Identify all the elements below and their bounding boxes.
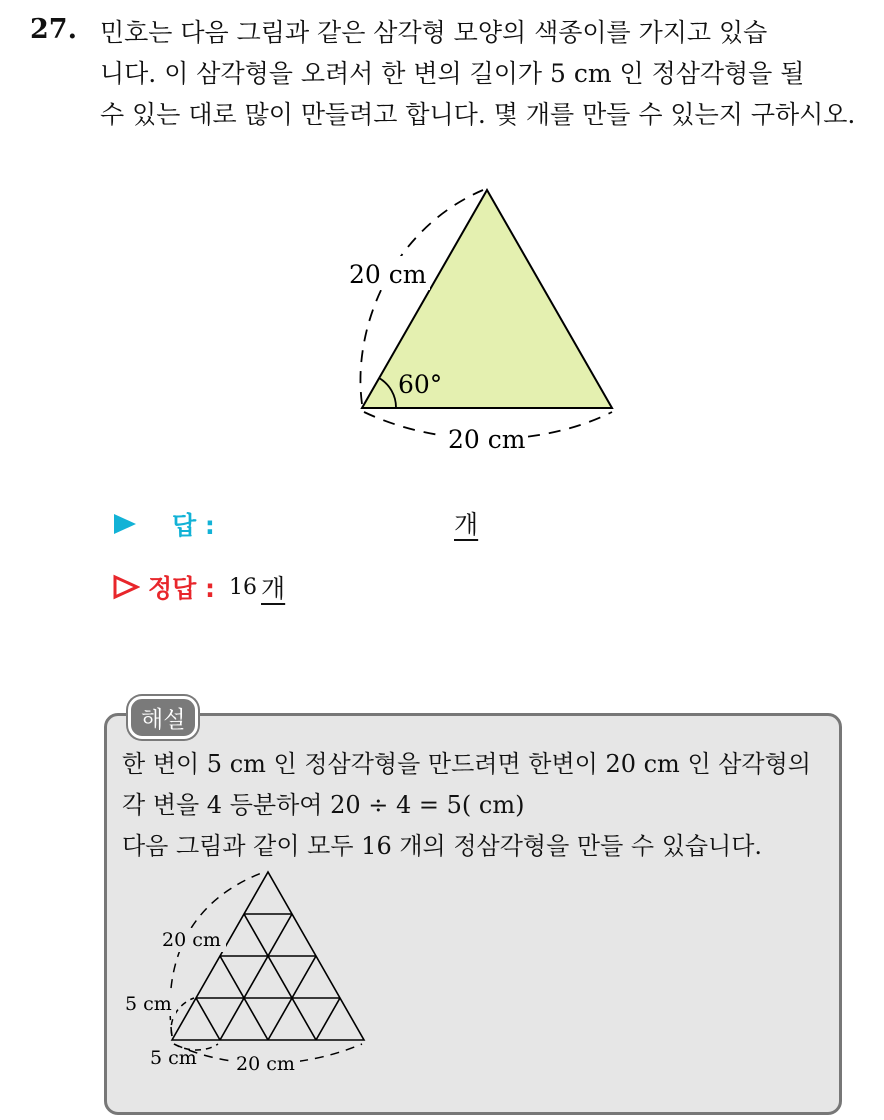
solution-line: 각 변을 4 등분하여 20 ÷ 4 = 5( cm) xyxy=(122,791,525,819)
question-line: 민호는 다음 그림과 같은 삼각형 모양의 색종이를 가지고 있습 xyxy=(100,18,768,47)
answer-row xyxy=(112,506,215,542)
answer-blank[interactable] xyxy=(240,506,450,540)
question-line: 니다. 이 삼각형을 오려서 한 변의 길이가 5 cm 인 정삼각형을 될 xyxy=(100,59,805,88)
answer-unit: 개 xyxy=(454,510,479,539)
answer-label: 답 : xyxy=(172,511,215,540)
question-line: 수 있는 대로 많이 만들려고 합니다. 몇 개를 만들 수 있는지 구하시오. xyxy=(100,100,856,129)
solution-text xyxy=(122,744,832,867)
triangle-grid xyxy=(172,872,364,1040)
question-number: 27. xyxy=(30,14,77,45)
solution-line: 다음 그림과 같이 모두 16 개의 정삼각형을 만들 수 있습니다. xyxy=(122,832,763,860)
bottom-side-label: 20 cm xyxy=(448,425,526,454)
question-text xyxy=(100,12,862,135)
bottom-short-label: 5 cm xyxy=(150,1047,197,1069)
correct-label: 정답 : xyxy=(148,574,216,603)
solution-tag: 해설 xyxy=(128,696,198,739)
correct-answer-row xyxy=(112,569,285,605)
subdivided-triangle-figure xyxy=(110,862,410,1082)
correct-value: 16 xyxy=(229,574,258,600)
angle-label: 60° xyxy=(398,370,443,399)
play-triangle-icon xyxy=(112,512,138,536)
left-side-label: 20 cm xyxy=(349,260,427,289)
left-long-label: 20 cm xyxy=(162,929,221,951)
left-long-dashed-arc xyxy=(170,872,264,1036)
triangle-figure xyxy=(0,170,884,470)
left-short-label: 5 cm xyxy=(125,993,172,1015)
correct-unit: 개 xyxy=(261,574,286,603)
outline-play-triangle-icon xyxy=(112,574,140,600)
solution-line: 한 변이 5 cm 인 정삼각형을 만드려면 한변이 20 cm 인 삼각형의 xyxy=(122,750,811,778)
bottom-long-label: 20 cm xyxy=(236,1053,295,1075)
